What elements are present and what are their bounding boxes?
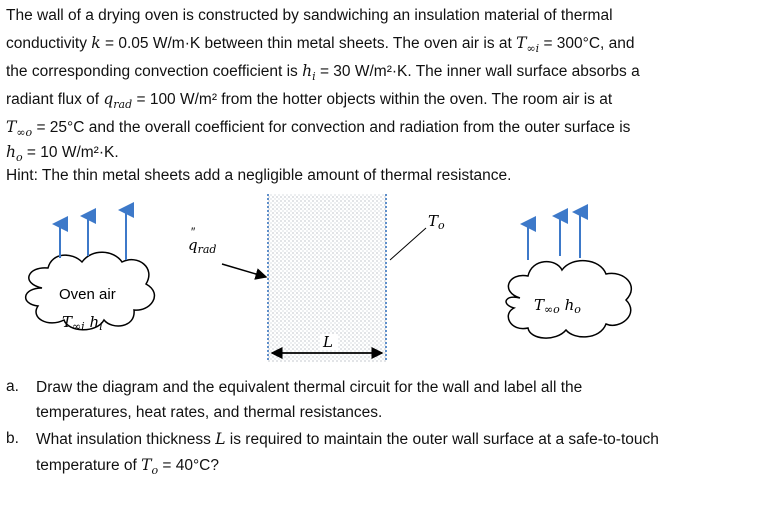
subscript: o bbox=[151, 464, 159, 478]
question-b-label: b. bbox=[6, 430, 19, 447]
question-a-line-2: temperatures, heat rates, and thermal resistances. bbox=[36, 404, 383, 421]
oven-heat-arrows bbox=[60, 210, 126, 260]
problem-text: the corresponding convection coefficient is bbox=[6, 63, 303, 80]
question-text: is required to maintain the outer wall surface at a safe-to-touch bbox=[225, 431, 659, 448]
q-rad-label: $q_{rad}$ bbox=[188, 236, 217, 256]
problem-text: = 0.05 W/m·K between thin metal sheets. The oven air is at bbox=[100, 35, 517, 52]
subscript: rad bbox=[113, 98, 133, 112]
problem-line-4 bbox=[6, 90, 612, 114]
L-symbol: L bbox=[215, 430, 226, 448]
problem-text: = 100 W/m² from the hotter objects within the oven. The room air is at bbox=[132, 91, 613, 108]
problem-text: conductivity bbox=[6, 35, 92, 52]
problem-text: The wall of a drying oven is constructed by sandwiching an insulation material of thermal bbox=[6, 7, 613, 24]
wall-diagram bbox=[0, 188, 760, 378]
h-symbol: h bbox=[6, 143, 16, 161]
thickness-label: L bbox=[323, 333, 333, 351]
problem-text: radiant flux of bbox=[6, 91, 104, 108]
To-label: $T_o$ bbox=[428, 212, 445, 232]
T-symbol: T bbox=[6, 118, 17, 136]
question-a-label: a. bbox=[6, 378, 19, 395]
subscript: ∞o bbox=[16, 126, 33, 140]
question-text: temperature of bbox=[36, 457, 142, 474]
question-text: What insulation thickness bbox=[36, 431, 216, 448]
question-text: = 40°C? bbox=[158, 457, 219, 474]
problem-line-2 bbox=[6, 34, 635, 58]
subscript: i bbox=[312, 70, 316, 84]
question-b-line-1 bbox=[36, 430, 659, 449]
q-rad-mark: ″ bbox=[191, 225, 196, 239]
problem-line-6 bbox=[6, 143, 119, 167]
question-a-line-1: Draw the diagram and the equivalent thermal circuit for the wall and label all the bbox=[36, 379, 583, 396]
question-b-line-2 bbox=[36, 456, 219, 480]
problem-text: = 25°C and the overall coefficient for convection and radiation from the outer surface is bbox=[32, 119, 631, 136]
subscript: o bbox=[15, 151, 23, 165]
To-leader-line bbox=[390, 228, 426, 260]
problem-text: = 300°C, and bbox=[539, 35, 635, 52]
h-symbol: h bbox=[302, 62, 313, 80]
problem-line-5 bbox=[6, 118, 630, 142]
problem-text: = 10 W/m²·K. bbox=[22, 144, 119, 161]
problem-line-1 bbox=[6, 6, 613, 25]
hint-line bbox=[6, 166, 511, 185]
q-symbol: q bbox=[103, 90, 114, 108]
problem-line-3 bbox=[6, 62, 640, 86]
T-symbol: T bbox=[516, 34, 527, 52]
q-rad-arrow bbox=[222, 264, 266, 277]
t-inf-i-label: $T_{\infty i}$ $h_i$ bbox=[62, 313, 103, 333]
hint-text: Hint: The thin metal sheets add a negligible amount of thermal resistance. bbox=[6, 167, 512, 184]
k-symbol: k bbox=[91, 34, 101, 52]
subscript: ∞i bbox=[526, 42, 540, 56]
oven-air-label: Oven air bbox=[59, 286, 116, 303]
problem-text: = 30 W/m²·K. The inner wall surface absorbs a bbox=[315, 63, 640, 80]
T-symbol: T bbox=[141, 456, 152, 474]
t-inf-o-label: $T_{\infty o}$ $h_o$ bbox=[534, 296, 581, 316]
room-heat-arrows bbox=[528, 212, 580, 260]
